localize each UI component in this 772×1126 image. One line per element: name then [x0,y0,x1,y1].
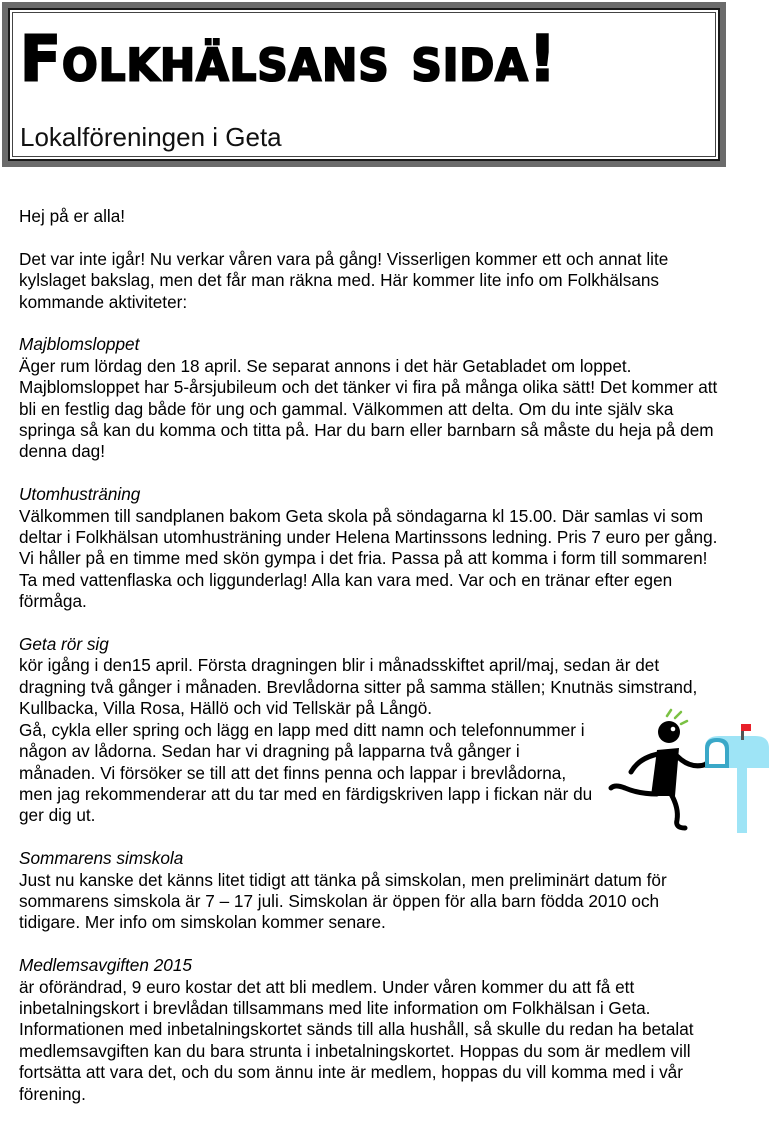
section-body: kör igång i den15 april. Första dragningen blir i månadsskiftet april/maj, sedan är det dragning två gånger i månaden. Brevlådorna sitter på samma ställen; Knutnäs simstrand, Kullbacka, Villa Rosa, Hällö och vid Tellskär på Långö. [19,655,698,719]
article-body [19,206,719,1126]
section-body: är oförändrad, 9 euro kostar det att bli medlem. Under våren kommer du att få ett inbetalningskort i brevlådan tillsammans med lite information om Folkhälsan i Geta. Informationen med inbetalningskortet sänds till alla hushåll, så skulle du redan ha betalat medlemsavgiften kan du bara strunta i inbetalningskortet. Hoppas du som är medlem vill fortsätta att vara det, och du som ännu inte är medlem, hoppas du vill komma med i vår förening. [19,976,694,1104]
section-body: Välkommen till sandplanen bakom Geta skola på söndagarna kl 15.00. Där samlas vi som deltar i Folkhälsan utomhusträning under Helena Martinssons ledning. Pris 7 euro per gång. Vi håller på en timme med skön gympa i det fria. Passa på att komma i form till sommaren! Ta med vattenflaska och liggunderlag! Alla kan vara med. Var och en tränar efter egen förmåga. [19,505,718,612]
section-heading: Majblomsloppet [19,334,140,355]
page-title: Folkhälsans sida! [20,22,558,97]
section-medlemsavgift [19,955,719,1105]
section-body: Äger rum lördag den 18 april. Se separat annons i det här Getabladet om loppet. Majblomsloppet har 5-årsjubileum och det tänker vi fira på många olika sätt! Det kommer att bli en festlig dag både för ung och gammal. Välkommen att delta. Om du inte själv ska springa så kan du komma och titta på. Har du barn eller barnbarn så måste du heja på dem denna dag! [19,355,718,462]
section-heading: Geta rör sig [19,634,109,655]
section-utomhustraning [19,484,719,612]
section-body-wrapped: Gå, cykla eller spring och lägg en lapp med ditt namn och telefonnummer i någon av lådorna. Sedan har vi dragning på lapparna två gånger i månaden. Vi försöker se till att det finns penna och lappar i brevlådorna, men jag rekommenderar att du tar med en färdigskriven lapp i fickan när du ger dig ut. [19,719,593,826]
section-heading: Medlemsavgiften 2015 [19,955,192,976]
section-majblomsloppet [19,334,719,462]
section-simskola [19,848,719,934]
intro-paragraph: Det var inte igår! Nu verkar våren vara på gång! Visserligen kommer ett och annat lite kylslaget bakslag, men det får man räkna med. Här kommer lite info om Folkhälsans kommande aktiviteter: [19,248,669,312]
section-heading: Sommarens simskola [19,848,184,869]
greeting: Hej på er alla! [19,206,126,226]
section-heading: Utomhusträning [19,484,141,505]
masthead [2,2,726,167]
page-subtitle: Lokalföreningen i Geta [20,122,282,152]
running-figure-mailbox-icon [605,708,772,833]
section-body: Just nu kanske det känns litet tidigt att tänka på simskolan, men preliminärt datum för sommarens simskola är 7 – 17 juli. Simskolan är öppen för alla barn födda 2010 och tidigare. Mer info om simskolan kommer senare. [19,869,667,933]
